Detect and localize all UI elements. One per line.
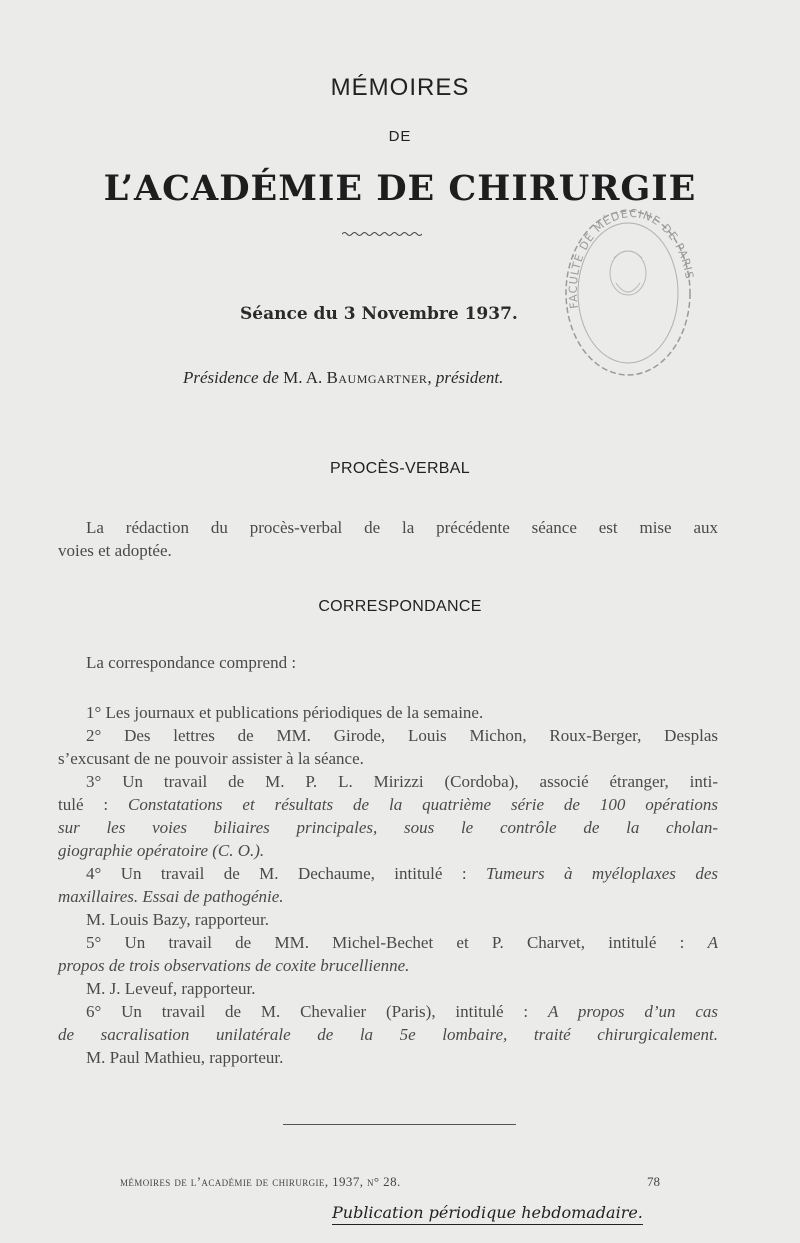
page-footer	[120, 1174, 660, 1190]
list-item-5: 5° Un travail de MM. Michel-Bechet et P. Charvet, intitulé : A	[86, 933, 718, 952]
journal-title: MÉMOIRES	[330, 74, 470, 101]
presidence-line: Présidence de M. A. Baumgartner, président.	[183, 368, 504, 387]
proces-verbal-paragraph	[58, 516, 718, 562]
list-item-6: 6° Un travail de M. Chevalier (Paris), intitulé : A propos d’un cas	[86, 1002, 718, 1021]
president-surname: Baumgartner	[326, 368, 428, 387]
list-item-4: 4° Un travail de M. Dechaume, intitulé : Tumeurs à myéloplaxes des	[86, 864, 718, 883]
section-heading-proces-verbal: PROCÈS-VERBAL	[330, 460, 470, 477]
list-item-5-rapporteur: M. J. Leveuf, rapporteur.	[86, 979, 256, 998]
correspondance-intro	[58, 651, 718, 674]
library-stamp	[548, 188, 698, 378]
ornament-squiggle	[342, 229, 422, 239]
section-heading-correspondance: CORRESPONDANCE	[318, 598, 482, 615]
text-line: La rédaction du procès-verbal de la précédente séance est mise aux	[86, 518, 718, 537]
list-item-4-cont: maxillaires. Essai de pathogénie.	[58, 887, 284, 906]
text-line: La correspondance comprend :	[86, 653, 297, 672]
correspondance-list	[58, 701, 718, 1069]
publication-frequency: Publication périodique hebdomadaire.	[332, 1203, 643, 1225]
text-line: voies et adoptée.	[58, 541, 172, 560]
list-item-3-cont: tulé : Constatations et résultats de la quatrième série de 100 opérations	[58, 795, 718, 814]
list-item-1: 1° Les journaux et publications périodiques de la semaine.	[86, 703, 484, 722]
academy-title: L’ACADÉMIE DE CHIRURGIE	[103, 168, 697, 209]
list-item-6-rapporteur: M. Paul Mathieu, rapporteur.	[86, 1048, 284, 1067]
list-item-3: 3° Un travail de M. P. L. Mirizzi (Cordoba), associé étranger, inti-	[86, 772, 718, 791]
footer-divider	[283, 1124, 516, 1125]
presidence-prefix: Présidence de	[183, 368, 279, 387]
president-title: président.	[435, 368, 504, 387]
list-item-3-cont: giographie opératoire (C. O.).	[58, 841, 265, 860]
page-number: 78	[647, 1174, 660, 1189]
list-item-4-rapporteur: M. Louis Bazy, rapporteur.	[86, 910, 270, 929]
journal-title-de: DE	[388, 128, 412, 145]
list-item-6-cont: de sacralisation unilatérale de la 5e lombaire, traité chirurgicalement.	[58, 1025, 718, 1044]
stamp-text: FACULTÉ DE MÉDECINE DE PARIS	[566, 206, 696, 310]
list-item-5-cont: propos de trois observations de coxite brucellienne.	[58, 956, 410, 975]
svg-text:FACULTÉ DE MÉDECINE DE PARIS	[567, 207, 696, 309]
list-item-2: 2° Des lettres de MM. Girode, Louis Michon, Roux-Berger, Desplas	[86, 726, 718, 745]
list-item-2-cont: s’excusant de ne pouvoir assister à la séance.	[58, 749, 364, 768]
list-item-3-cont: sur les voies biliaires principales, sous le contrôle de la cholan-	[58, 818, 718, 837]
session-date: Séance du 3 Novembre 1937.	[240, 304, 518, 324]
footer-journal-ref: mémoires de l’académie de chirurgie, 1937, n° 28.	[120, 1174, 401, 1189]
president-initials: M. A.	[283, 368, 323, 387]
